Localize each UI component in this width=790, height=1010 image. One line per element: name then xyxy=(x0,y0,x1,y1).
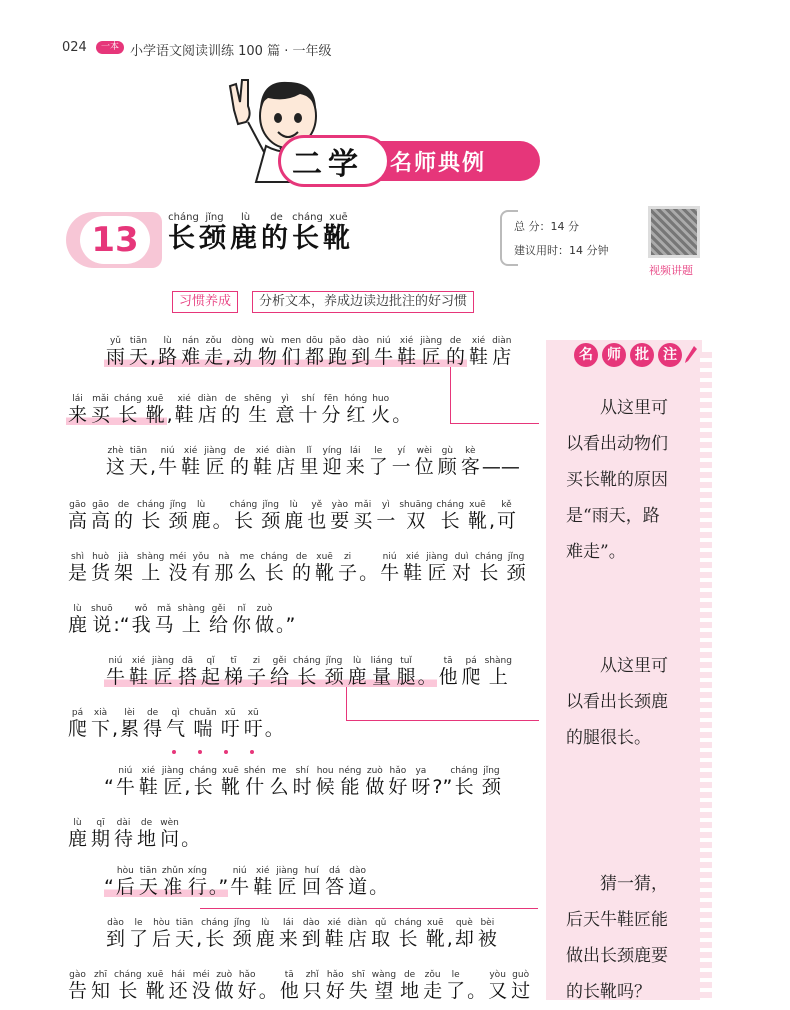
hanzi-with-pinyin: 鞋xié xyxy=(174,394,194,426)
emphasis-dot xyxy=(250,750,254,754)
hanzi-with-pinyin: 腿tuǐ xyxy=(396,656,416,688)
hanzi-with-pinyin: 靴xuē xyxy=(145,970,165,1002)
banner-section-title: 二学 xyxy=(292,147,364,182)
text-line xyxy=(66,604,295,637)
hanzi-with-pinyin: 牛niú xyxy=(380,552,400,584)
lesson-title-char: 靴xuē xyxy=(323,212,354,254)
hanzi-with-pinyin: 雨yǔ xyxy=(106,336,126,368)
hanzi-with-pinyin: 有yǒu xyxy=(191,552,211,584)
hanzi-with-pinyin: 鞋xié xyxy=(469,336,489,368)
hanzi-with-pinyin: 气qì xyxy=(166,708,186,740)
hanzi-with-pinyin: 取qǔ xyxy=(371,918,391,950)
text-line xyxy=(104,918,499,951)
punctuation: , xyxy=(225,346,232,368)
note-line: 的长靴吗？ xyxy=(566,982,651,1002)
hanzi-with-pinyin: 到dào xyxy=(351,336,371,368)
hanzi-with-pinyin: 双shuāng xyxy=(399,500,433,532)
hanzi-with-pinyin: 长cháng xyxy=(137,500,165,532)
hanzi-with-pinyin: 好hǎo xyxy=(388,766,408,798)
hanzi-with-pinyin: 么me xyxy=(269,766,289,798)
hanzi-with-pinyin: 上shàng xyxy=(484,656,512,688)
hanzi-with-pinyin: 鹿lù xyxy=(347,656,367,688)
hanzi-with-pinyin: 鞋xié xyxy=(324,918,344,950)
hanzi-with-pinyin: 长cháng xyxy=(229,500,258,532)
hanzi-with-pinyin: 被bèi xyxy=(477,918,497,950)
hanzi-with-pinyin: 回huí xyxy=(302,866,322,898)
habit-text: 分析文本，养成边读边批注的好习惯 xyxy=(252,291,474,313)
hanzi-with-pinyin: 来lái xyxy=(68,394,88,426)
hanzi-with-pinyin: 匠jiàng xyxy=(420,336,443,368)
hanzi-with-pinyin: 还hái xyxy=(168,970,188,1002)
hanzi-with-pinyin: 吁xū xyxy=(220,708,240,740)
hanzi-with-pinyin: 们men xyxy=(281,336,302,368)
hanzi-with-pinyin: 了le xyxy=(446,970,466,1002)
suggested-time: 建议用时：14 分钟 xyxy=(514,244,609,257)
punctuation: 。” xyxy=(275,614,296,636)
hanzi-with-pinyin: 答dá xyxy=(325,866,345,898)
hanzi-with-pinyin: 下xià xyxy=(91,708,111,740)
hanzi-with-pinyin: 匠jiàng xyxy=(276,866,299,898)
punctuation: 。 xyxy=(264,718,284,740)
hanzi-with-pinyin: 么me xyxy=(237,552,257,584)
hanzi-with-pinyin: 对duì xyxy=(452,552,472,584)
punctuation: 。 xyxy=(181,828,201,850)
hanzi-with-pinyin: 要yào xyxy=(330,500,350,532)
book-title: 小学语文阅读训练 100 篇 · 一年级 xyxy=(130,44,332,59)
hanzi-with-pinyin: 也yě xyxy=(307,500,327,532)
note-line: 后天牛鞋匠能 xyxy=(566,910,668,930)
hanzi-with-pinyin: 什shén xyxy=(243,766,266,798)
hanzi-with-pinyin: 鹿lù xyxy=(284,500,304,532)
hanzi-with-pinyin: 又yòu xyxy=(488,970,508,1002)
hanzi-with-pinyin: 位wèi xyxy=(414,446,434,478)
hanzi-with-pinyin: 买mǎi xyxy=(353,500,373,532)
hanzi-with-pinyin: 梯tī xyxy=(223,656,243,688)
connector-line xyxy=(346,686,539,721)
hanzi-with-pinyin: 靴xuē xyxy=(220,766,240,798)
hanzi-with-pinyin: 那nà xyxy=(214,552,234,584)
lesson-title-char: 的de xyxy=(261,212,292,254)
hanzi-with-pinyin: 他tā xyxy=(438,656,458,688)
notes-title-char: 名 xyxy=(574,343,598,367)
text-line xyxy=(66,500,518,533)
hanzi-with-pinyin: 鹿lù xyxy=(191,500,211,532)
hanzi-with-pinyin: 期qī xyxy=(91,818,111,850)
lesson-number: 13 xyxy=(80,216,150,264)
punctuation: 。 xyxy=(392,404,412,426)
habit-tag: 习惯养成 xyxy=(172,291,238,313)
hanzi-with-pinyin: 靴xuē xyxy=(145,394,165,426)
highlighted-phrase xyxy=(104,656,437,688)
hanzi-with-pinyin: 的de xyxy=(292,552,312,584)
hanzi-with-pinyin: 马mǎ xyxy=(154,604,174,636)
total-score: 总 分：14 分 xyxy=(514,220,579,233)
hanzi-with-pinyin: 上shàng xyxy=(177,604,205,636)
punctuation: 。” xyxy=(208,876,229,898)
hanzi-with-pinyin: 我wǒ xyxy=(131,604,151,636)
hanzi-with-pinyin: 靴xuē xyxy=(315,552,335,584)
hanzi-with-pinyin: 匠jiàng xyxy=(204,446,227,478)
hanzi-with-pinyin: 鞋xié xyxy=(181,446,201,478)
hanzi-with-pinyin: 匠jiàng xyxy=(426,552,449,584)
hanzi-with-pinyin: 吁xū xyxy=(243,708,263,740)
hanzi-with-pinyin: 来lái xyxy=(345,446,365,478)
hanzi-with-pinyin: 却què xyxy=(454,918,474,950)
hanzi-with-pinyin: 了le xyxy=(368,446,388,478)
hanzi-with-pinyin: 长cháng xyxy=(394,918,422,950)
hanzi-with-pinyin: 爬pá xyxy=(68,708,88,740)
note-line: 从这里可 xyxy=(600,656,668,676)
text-line xyxy=(104,766,503,799)
hanzi-with-pinyin: 火huo xyxy=(371,394,391,426)
notes-panel-edge xyxy=(700,352,712,1000)
highlighted-phrase xyxy=(104,866,229,898)
notes-title-char: 批 xyxy=(630,343,654,367)
punctuation: , xyxy=(196,928,203,950)
hanzi-with-pinyin: 牛niú xyxy=(106,656,126,688)
hanzi-with-pinyin: 鞋xié xyxy=(253,866,273,898)
banner-label: 名师典例 xyxy=(390,151,487,176)
hanzi-with-pinyin: 的de xyxy=(114,500,134,532)
hanzi-with-pinyin: 得de xyxy=(143,708,163,740)
hanzi-with-pinyin: 的de xyxy=(230,446,250,478)
connector-line xyxy=(450,365,539,424)
emphasis-dot xyxy=(172,750,176,754)
hanzi-with-pinyin: 红hóng xyxy=(344,394,368,426)
hanzi-with-pinyin: 颈jǐng xyxy=(232,918,252,950)
hanzi-with-pinyin: 匠jiàng xyxy=(152,656,174,688)
hanzi-with-pinyin: 行xíng xyxy=(187,866,207,898)
hanzi-with-pinyin: 高gāo xyxy=(91,500,111,532)
note-line: 是“雨天，路 xyxy=(566,506,660,526)
hanzi-with-pinyin: 后hòu xyxy=(115,866,135,898)
hanzi-with-pinyin: 到dào xyxy=(301,918,321,950)
hanzi-with-pinyin: 这zhè xyxy=(106,446,126,478)
hanzi-with-pinyin: 牛niú xyxy=(115,766,135,798)
hanzi-with-pinyin: 架jià xyxy=(114,552,134,584)
hanzi-with-pinyin: 到dào xyxy=(106,918,126,950)
punctuation: , xyxy=(184,776,191,798)
hanzi-with-pinyin: 好hǎo xyxy=(325,970,345,1002)
hanzi-with-pinyin: 长cháng xyxy=(293,656,321,688)
hanzi-with-pinyin: 喘chuǎn xyxy=(189,708,217,740)
hanzi-with-pinyin: 失shī xyxy=(348,970,368,1002)
lesson-title-char: 鹿lù xyxy=(230,212,261,254)
hanzi-with-pinyin: 给gěi xyxy=(208,604,228,636)
hanzi-with-pinyin: 来lái xyxy=(278,918,298,950)
lesson-title-char: 颈jǐng xyxy=(199,212,230,254)
text-line xyxy=(104,656,514,689)
hanzi-with-pinyin: 长cháng xyxy=(450,766,478,798)
hanzi-with-pinyin: 天tiān xyxy=(129,336,149,368)
hanzi-with-pinyin: 都dōu xyxy=(305,336,325,368)
hanzi-with-pinyin: 十shí xyxy=(298,394,318,426)
note-line: 猜一猜， xyxy=(600,874,668,894)
hanzi-with-pinyin: 迎yíng xyxy=(322,446,342,478)
punctuation: ?” xyxy=(432,776,453,798)
hanzi-with-pinyin: 一yì xyxy=(376,500,396,532)
hanzi-with-pinyin: 做zuò xyxy=(214,970,234,1002)
note-line: 以看出动物们 xyxy=(566,434,668,454)
hanzi-with-pinyin: 的de xyxy=(221,394,241,426)
emphasis-dot xyxy=(224,750,228,754)
hanzi-with-pinyin: 好hǎo xyxy=(237,970,257,1002)
hanzi-with-pinyin: 子zi xyxy=(338,552,358,584)
hanzi-with-pinyin: 长cháng xyxy=(114,394,142,426)
hanzi-with-pinyin: 分fēn xyxy=(321,394,341,426)
text-line xyxy=(66,818,200,851)
hanzi-with-pinyin: 天tiān xyxy=(129,446,149,478)
hanzi-with-pinyin: 起qǐ xyxy=(200,656,220,688)
hanzi-with-pinyin: 鞋xié xyxy=(138,766,158,798)
note-line: 从这里可 xyxy=(600,398,668,418)
punctuation: —— xyxy=(481,456,520,478)
punctuation: , xyxy=(150,346,157,368)
punctuation: 。 xyxy=(417,666,437,688)
hanzi-with-pinyin: 地de xyxy=(400,970,420,1002)
hanzi-with-pinyin: 知zhī xyxy=(91,970,111,1002)
hanzi-with-pinyin: 难nán xyxy=(181,336,201,368)
note-line: 做出长颈鹿要 xyxy=(566,946,668,966)
hanzi-with-pinyin: 能néng xyxy=(338,766,362,798)
video-lecture-label[interactable]: 视频讲题 xyxy=(649,264,693,277)
lesson-title-char: 长cháng xyxy=(292,212,323,254)
hanzi-with-pinyin: 店diàn xyxy=(276,446,296,478)
teacher-note-1 xyxy=(566,390,690,570)
hanzi-with-pinyin: 鹿lù xyxy=(68,818,88,850)
pen-icon xyxy=(684,345,698,365)
hanzi-with-pinyin: 量liáng xyxy=(370,656,393,688)
hanzi-with-pinyin: 了le xyxy=(129,918,149,950)
lesson-title-char: 长cháng xyxy=(168,212,199,254)
hanzi-with-pinyin: 靴xuē xyxy=(425,918,445,950)
hanzi-with-pinyin: 长cháng xyxy=(260,552,289,584)
punctuation: :“ xyxy=(113,614,130,636)
hanzi-with-pinyin: 没méi xyxy=(191,970,211,1002)
hanzi-with-pinyin: 生shēng xyxy=(244,394,272,426)
hanzi-with-pinyin: 长cháng xyxy=(201,918,229,950)
notes-title-char: 注 xyxy=(658,343,682,367)
hanzi-with-pinyin: 长cháng xyxy=(436,500,464,532)
hanzi-with-pinyin: 牛niú xyxy=(374,336,394,368)
hanzi-with-pinyin: 高gāo xyxy=(68,500,88,532)
punctuation: 。 xyxy=(212,510,232,532)
hanzi-with-pinyin: 店diàn xyxy=(197,394,218,426)
punctuation: , xyxy=(166,404,173,426)
hanzi-with-pinyin: 店diàn xyxy=(492,336,512,368)
hanzi-with-pinyin: 里lǐ xyxy=(299,446,319,478)
text-line xyxy=(104,446,520,479)
hanzi-with-pinyin: 累lèi xyxy=(120,708,140,740)
text-line xyxy=(66,708,284,741)
hanzi-with-pinyin: 爬pá xyxy=(461,656,481,688)
hanzi-with-pinyin: 顾gù xyxy=(437,446,457,478)
hanzi-with-pinyin: 没méi xyxy=(168,552,188,584)
hanzi-with-pinyin: 牛niú xyxy=(230,866,250,898)
hanzi-with-pinyin: 一yí xyxy=(391,446,411,478)
hanzi-with-pinyin: 天tiān xyxy=(175,918,195,950)
hanzi-with-pinyin: 路lù xyxy=(158,336,178,368)
hanzi-with-pinyin: 鞋xié xyxy=(403,552,423,584)
hanzi-with-pinyin: 颈jǐng xyxy=(506,552,526,584)
note-line: 以看出长颈鹿 xyxy=(566,692,668,712)
highlighted-phrase xyxy=(104,336,467,368)
punctuation: , xyxy=(112,718,119,740)
hanzi-with-pinyin: 跑pǎo xyxy=(328,336,348,368)
hanzi-with-pinyin: 颈jǐng xyxy=(481,766,501,798)
hanzi-with-pinyin: 天tiān xyxy=(138,866,158,898)
punctuation: 。 xyxy=(467,980,487,1002)
text-line xyxy=(104,336,514,369)
hanzi-with-pinyin: 买mǎi xyxy=(91,394,111,426)
emphasis-dot xyxy=(198,750,202,754)
hanzi-with-pinyin: 的de xyxy=(446,336,466,368)
qr-code-icon[interactable] xyxy=(648,206,700,258)
text-line xyxy=(104,866,388,899)
punctuation: , xyxy=(446,928,453,950)
hanzi-with-pinyin: 颈jǐng xyxy=(168,500,188,532)
note-line: 买长靴的原因 xyxy=(566,470,668,490)
hanzi-with-pinyin: 望wàng xyxy=(371,970,397,1002)
hanzi-with-pinyin: 长cháng xyxy=(189,766,217,798)
notes-title-char: 师 xyxy=(602,343,626,367)
hanzi-with-pinyin: 颈jǐng xyxy=(261,500,281,532)
text-line xyxy=(66,552,528,585)
hanzi-with-pinyin: 准zhǔn xyxy=(161,866,184,898)
highlighted-phrase xyxy=(66,394,167,426)
hanzi-with-pinyin: 匠jiàng xyxy=(161,766,184,798)
hanzi-with-pinyin: 过guò xyxy=(511,970,531,1002)
hanzi-with-pinyin: 做zuò xyxy=(254,604,274,636)
punctuation: 。 xyxy=(258,980,278,1002)
page-number: 024 xyxy=(62,40,87,55)
hanzi-with-pinyin: 候hou xyxy=(315,766,335,798)
series-badge: 一本 xyxy=(96,41,124,54)
hanzi-with-pinyin: 告gào xyxy=(68,970,88,1002)
hanzi-with-pinyin: 说shuō xyxy=(91,604,113,636)
hanzi-with-pinyin: 靴xuē xyxy=(467,500,487,532)
hanzi-with-pinyin: 走zǒu xyxy=(204,336,224,368)
punctuation: , xyxy=(150,456,157,478)
hanzi-with-pinyin: 搭dā xyxy=(177,656,197,688)
punctuation: , xyxy=(488,510,495,532)
hanzi-with-pinyin: 做zuò xyxy=(365,766,385,798)
hanzi-with-pinyin: 地de xyxy=(137,818,157,850)
teacher-note-2 xyxy=(566,648,690,756)
hanzi-with-pinyin: 物wù xyxy=(258,336,278,368)
hanzi-with-pinyin: 货huò xyxy=(91,552,111,584)
hanzi-with-pinyin: 给gěi xyxy=(270,656,290,688)
hanzi-with-pinyin: 鹿lù xyxy=(68,604,88,636)
text-line xyxy=(66,970,532,1003)
hanzi-with-pinyin: 可kě xyxy=(497,500,517,532)
hanzi-with-pinyin: 牛niú xyxy=(158,446,178,478)
hanzi-with-pinyin: 是shì xyxy=(68,552,88,584)
hanzi-with-pinyin: 时shí xyxy=(292,766,312,798)
hanzi-with-pinyin: 问wèn xyxy=(160,818,180,850)
punctuation: 。 xyxy=(369,876,389,898)
section-banner xyxy=(278,135,540,187)
hanzi-with-pinyin: 走zǒu xyxy=(423,970,443,1002)
hanzi-with-pinyin: 后hòu xyxy=(152,918,172,950)
lesson-badge xyxy=(66,212,162,268)
hanzi-with-pinyin: 动dòng xyxy=(231,336,254,368)
hanzi-with-pinyin: 长cháng xyxy=(475,552,503,584)
hanzi-with-pinyin: 店diàn xyxy=(347,918,368,950)
hanzi-with-pinyin: 上shàng xyxy=(137,552,165,584)
teacher-note-3 xyxy=(566,866,690,1010)
hanzi-with-pinyin: 只zhǐ xyxy=(302,970,322,1002)
hanzi-with-pinyin: 呀ya xyxy=(411,766,431,798)
hanzi-with-pinyin: 长cháng xyxy=(114,970,142,1002)
info-box xyxy=(500,210,650,266)
hanzi-with-pinyin: 意yì xyxy=(275,394,295,426)
hanzi-with-pinyin: 道dào xyxy=(348,866,368,898)
hanzi-with-pinyin: 鹿lù xyxy=(255,918,275,950)
connector-line xyxy=(200,908,538,909)
punctuation: “ xyxy=(104,876,114,898)
hanzi-with-pinyin: 子zi xyxy=(247,656,267,688)
hanzi-with-pinyin: 鞋xié xyxy=(253,446,273,478)
note-line: 的腿很长。 xyxy=(566,728,651,748)
lesson-title xyxy=(168,212,354,255)
hanzi-with-pinyin: 待dài xyxy=(114,818,134,850)
punctuation: 。 xyxy=(359,562,379,584)
text-line xyxy=(66,394,411,427)
hanzi-with-pinyin: 你nǐ xyxy=(231,604,251,636)
hanzi-with-pinyin: 鞋xié xyxy=(129,656,149,688)
punctuation: “ xyxy=(104,776,114,798)
hanzi-with-pinyin: 鞋xié xyxy=(397,336,417,368)
hanzi-with-pinyin: 客kè xyxy=(460,446,480,478)
hanzi-with-pinyin: 颈jǐng xyxy=(324,656,344,688)
hanzi-with-pinyin: 他tā xyxy=(279,970,299,1002)
teacher-notes-title xyxy=(568,341,698,369)
note-line: 难走”。 xyxy=(566,542,626,562)
